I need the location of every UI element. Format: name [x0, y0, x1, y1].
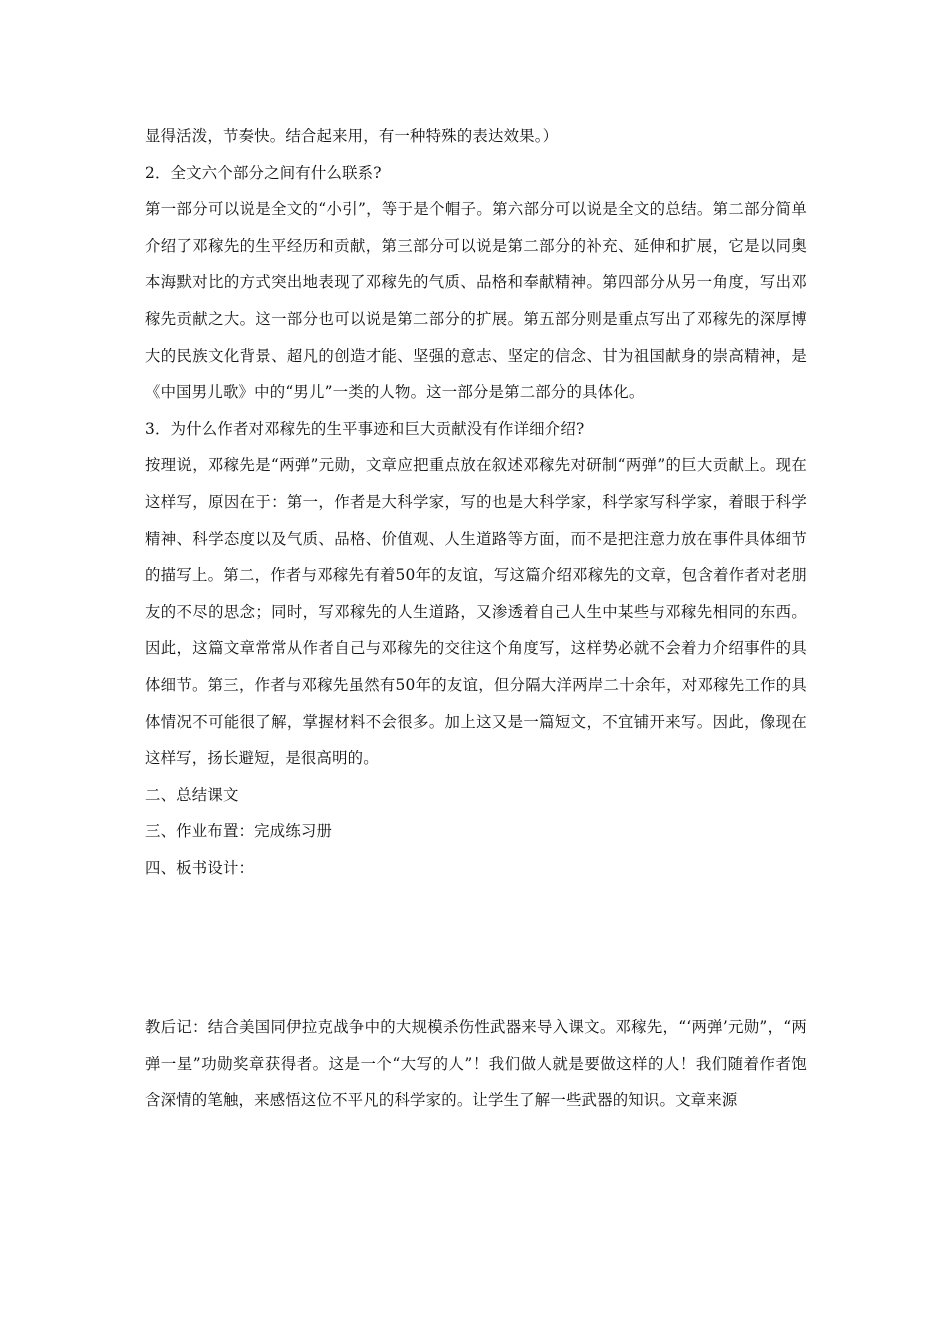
previous-answer-continuation: 显得活泼，节奏快。结合起来用，有一种特殊的表达效果。） [145, 127, 559, 145]
reflection-block [145, 1009, 807, 1119]
question-2: 2．全文六个部分之间有什么联系? [145, 163, 382, 182]
board-design-heading: 四、板书设计： [145, 858, 255, 877]
answer-3: 按理说，邓稼先是“两弹”元勋，文章应把重点放在叙述邓稼先对研制“两弹”的巨大贡献上。现在这样写，原因在于：第一，作者是大科学家，写的也是大科学家，科学家写科学家，着眼于科学精神、科学态度以及气质、品格、价值观、人生道路等方面，而不是把注意力放在事件具体细节的描写上。第二，作者与邓稼先有着50年的友谊，写这篇介绍邓稼先的文章，包含着作者对老朋友的不尽的思念；同时，写邓稼先的人生道路，又渗透着自己人生中某些与邓稼先相同的东西。因此，这篇文章常常从作者自己与邓稼先的交往这个角度写，这样势必就不会着力介绍事件的具体细节。第三，作者与邓稼先虽然有50年的友谊，但分隔大洋两岸二十余年，对邓稼先工作的具体情况不可能很了解，掌握材料不会很多。加上这又是一篇短文，不宜铺开来写。因此，像现在这样写，扬长避短，是很高明的。 [145, 456, 807, 768]
teaching-reflection: 教后记：结合美国同伊拉克战争中的大规模杀伤性武器来导入课文。邓稼先，“‘两弹’元勋”，“两弹一星”功勋奖章获得者。这是一个“大写的人”！我们做人就是要做这样的人！我们随着作者饱含深情的笔触，来感悟这位不平凡的科学家的。让学生了解一些武器的知识。文章来源 [145, 1018, 807, 1110]
summary-heading: 二、总结课文 [145, 785, 239, 804]
question-3: 3．为什么作者对邓稼先的生平事迹和巨大贡献没有作详细介绍? [145, 419, 585, 438]
homework-heading: 三、作业布置：完成练习册 [145, 822, 333, 841]
answer-2: 第一部分可以说是全文的“小引”，等于是个帽子。第六部分可以说是全文的总结。第二部分简单介绍了邓稼先的生平经历和贡献，第三部分可以说是第二部分的补充、延伸和扩展，它是以同奥本海默对比的方式突出地表现了邓稼先的气质、品格和奉献精神。第四部分从另一角度，写出邓稼先贡献之大。这一部分也可以说是第二部分的扩展。第五部分则是重点写出了邓稼先的深厚博大的民族文化背景、超凡的创造才能、坚强的意志、坚定的信念、甘为祖国献身的崇高精神，是《中国男儿歌》中的“男儿”一类的人物。这一部分是第二部分的具体化。 [145, 200, 807, 402]
main-text-block [145, 118, 807, 886]
